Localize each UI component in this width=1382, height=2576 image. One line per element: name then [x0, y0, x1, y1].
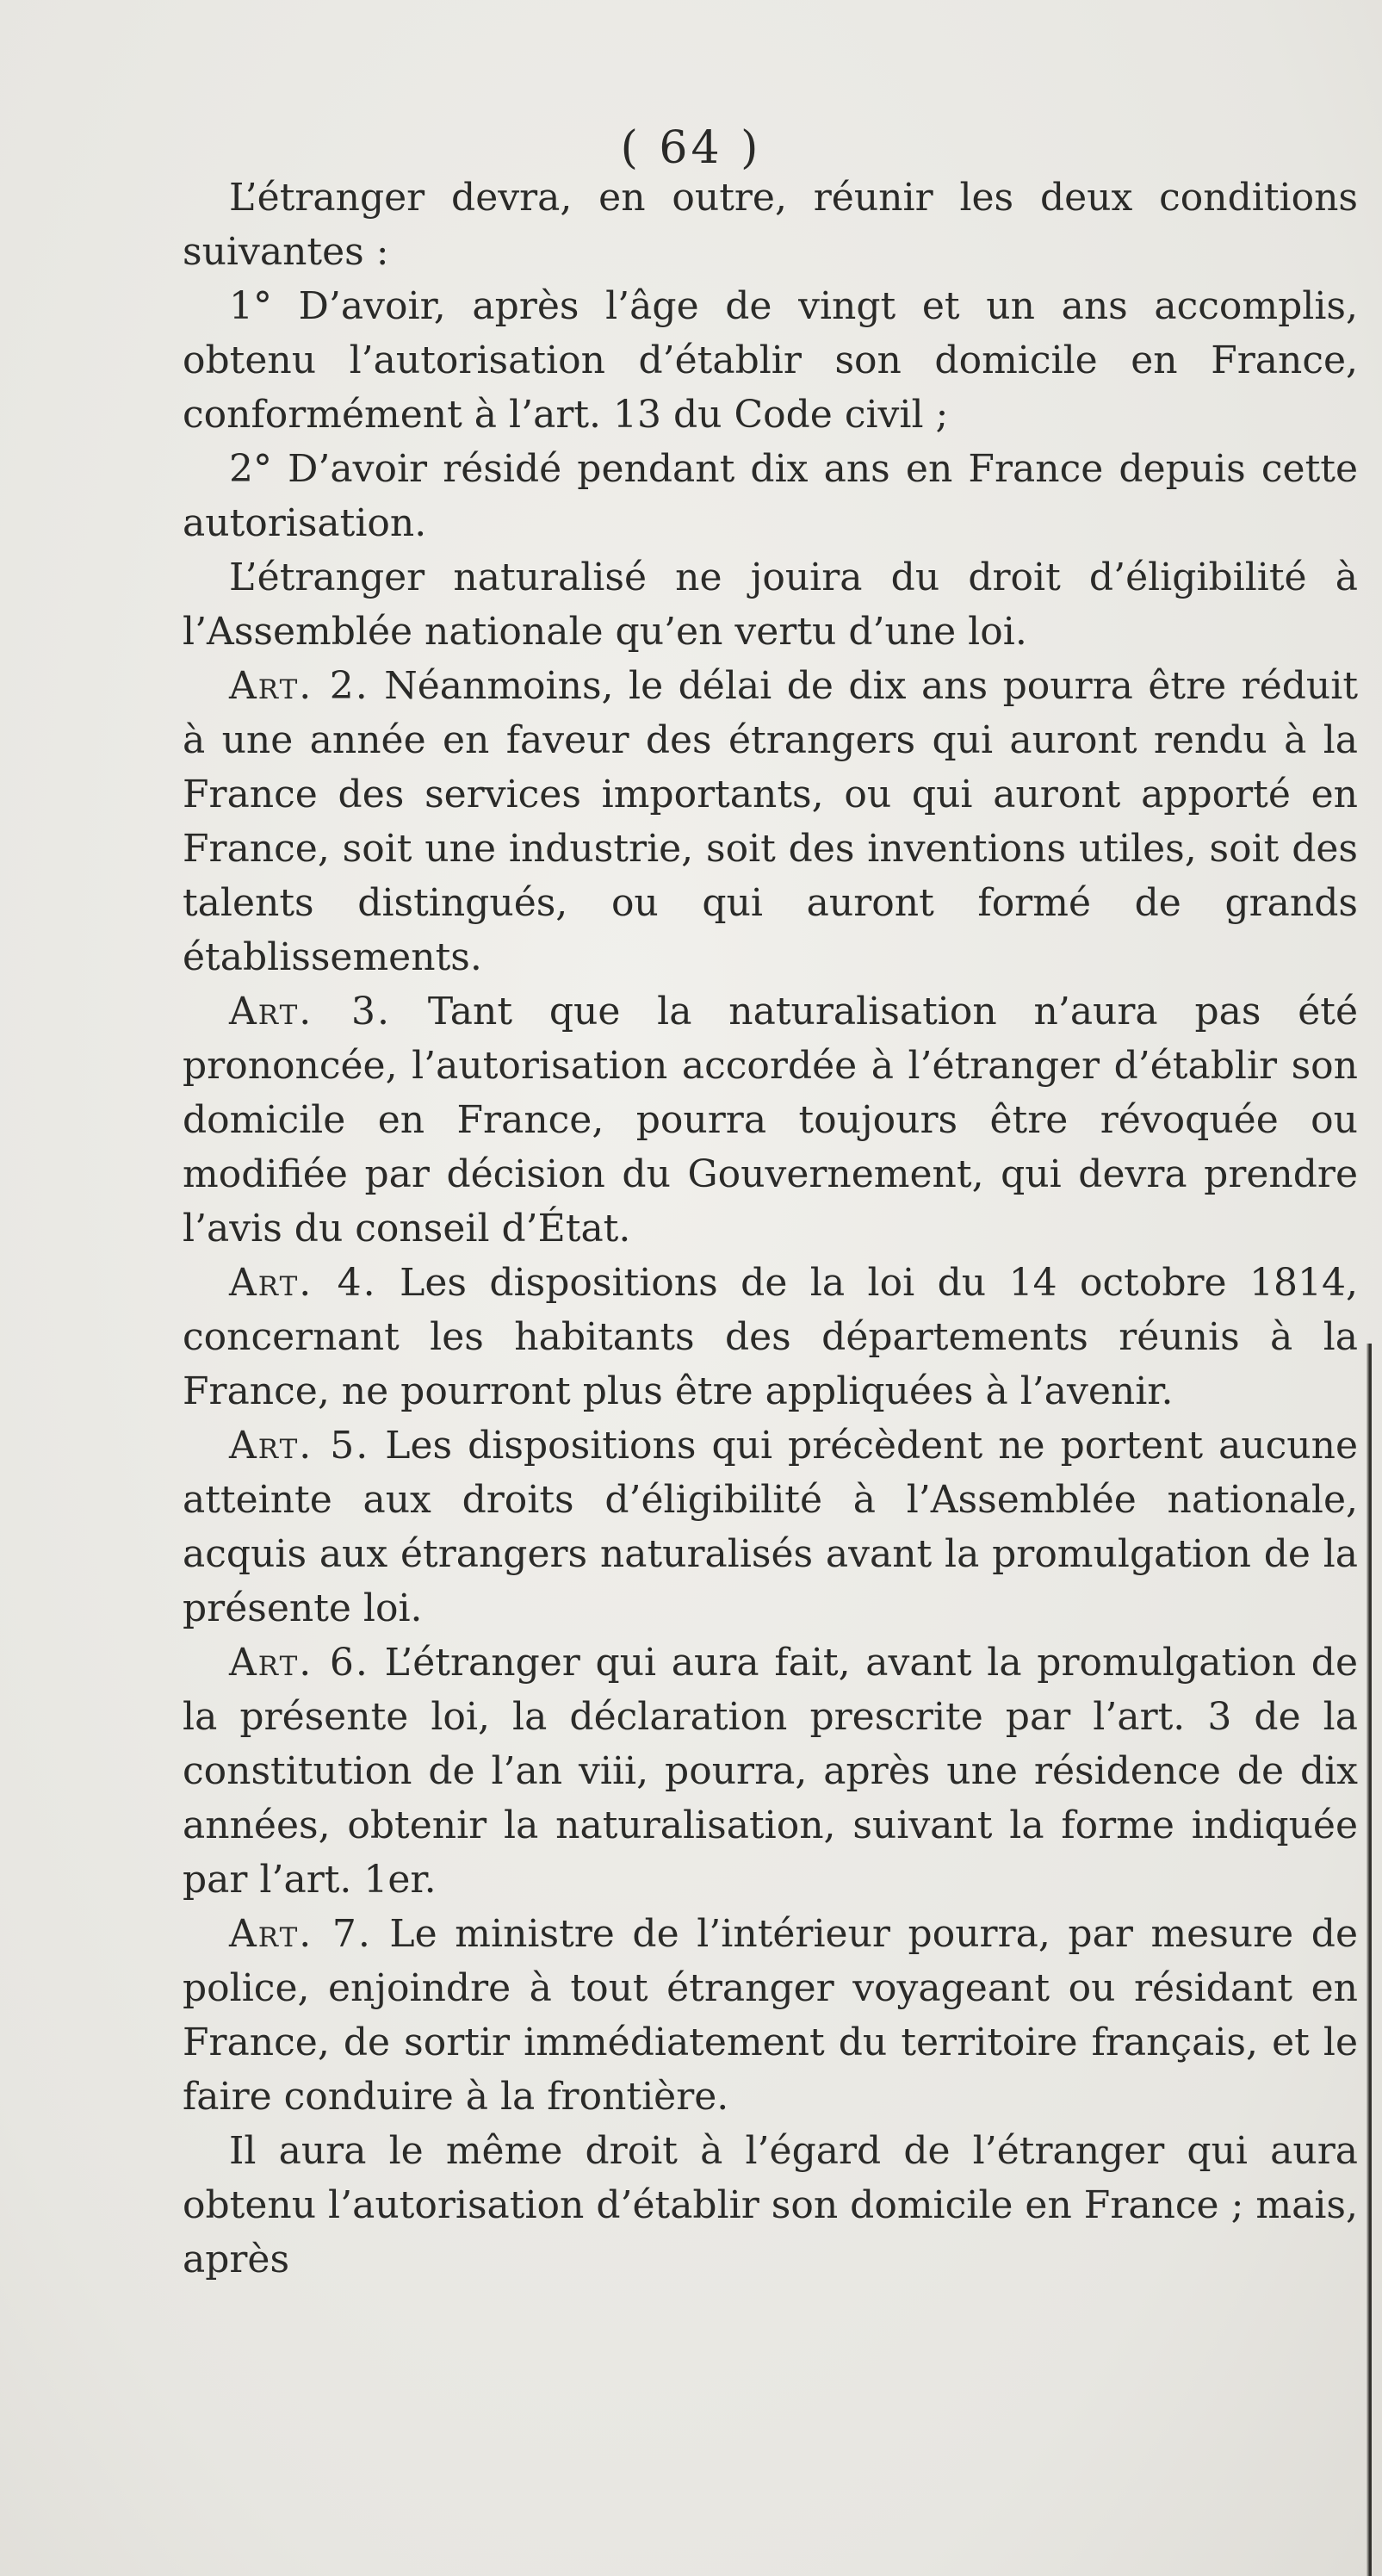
article-paragraph: Art. 6. L’étranger qui aura fait, avant la promulgation de la présente loi, la déclaration prescrite par l’art. 3 de la constitution de l’an viii, pourra, après une résidence de dix années, obtenir la naturalisation, suivant la forme indiquée par l’art. 1er. — [183, 1641, 1359, 1902]
page-edge-shadow — [1367, 1344, 1372, 2576]
article-label: Art. 2. — [229, 664, 369, 708]
page-number: ( 64 ) — [620, 122, 762, 174]
paragraph: 1° D’avoir, après l’âge de vingt et un ans accomplis, obtenu l’autorisation d’établir son domicile en France, conformément à l’art. 13 du Code civil ; — [183, 284, 1358, 437]
article-label: Art. 3. — [229, 990, 392, 1034]
article-label: Art. 4. — [229, 1261, 377, 1305]
article-label: Art. 5. — [229, 1424, 370, 1468]
paragraph: Il aura le même droit à l’égard de l’étranger qui aura obtenu l’autorisation d’établir son domicile en France ; mais, après — [183, 2129, 1358, 2281]
article-label: Art. 7. — [229, 1912, 372, 1956]
paragraph: L’étranger naturalisé ne jouira du droit d’éligibilité à l’Assemblée nationale qu’en vertu d’une loi. — [183, 556, 1358, 654]
body-text — [183, 171, 1358, 2287]
article-paragraph: Art. 2. Néanmoins, le délai de dix ans pourra être réduit à une année en faveur des étrangers qui auront rendu à la France des services importants, ou qui auront apporté en France, soit une industrie, soit des inventions utiles, soit des talents distingués, ou qui auront formé de grands établissements. — [183, 664, 1358, 979]
article-label: Art. 6. — [229, 1641, 369, 1685]
paragraph: L’étranger devra, en outre, réunir les deux conditions suivantes : — [183, 176, 1358, 274]
article-paragraph: Art. 3. Tant que la naturalisation n’aura pas été prononcée, l’autorisation accordée à l’étranger d’établir son domicile en France, pourra toujours être révoquée ou modifiée par décision du Gouvernement, qui devra prendre l’avis du conseil d’État. — [183, 990, 1359, 1251]
article-paragraph: Art. 5. Les dispositions qui précèdent ne portent aucune atteinte aux droits d’éligibilité à l’Assemblée nationale, acquis aux étrangers naturalisés avant la promulgation de la présente loi. — [183, 1424, 1358, 1630]
article-paragraph: Art. 4. Les dispositions de la loi du 14 octobre 1814, concernant les habitants des départements réunis à la France, ne pourront plus être appliquées à l’avenir. — [183, 1261, 1358, 1413]
article-paragraph: Art. 7. Le ministre de l’intérieur pourra, par mesure de police, enjoindre à tout étranger voyageant ou résidant en France, de sortir immédiatement du territoire français, et le faire conduire à la frontière. — [183, 1912, 1359, 2119]
paragraph: 2° D’avoir résidé pendant dix ans en France depuis cette autorisation. — [183, 447, 1358, 545]
